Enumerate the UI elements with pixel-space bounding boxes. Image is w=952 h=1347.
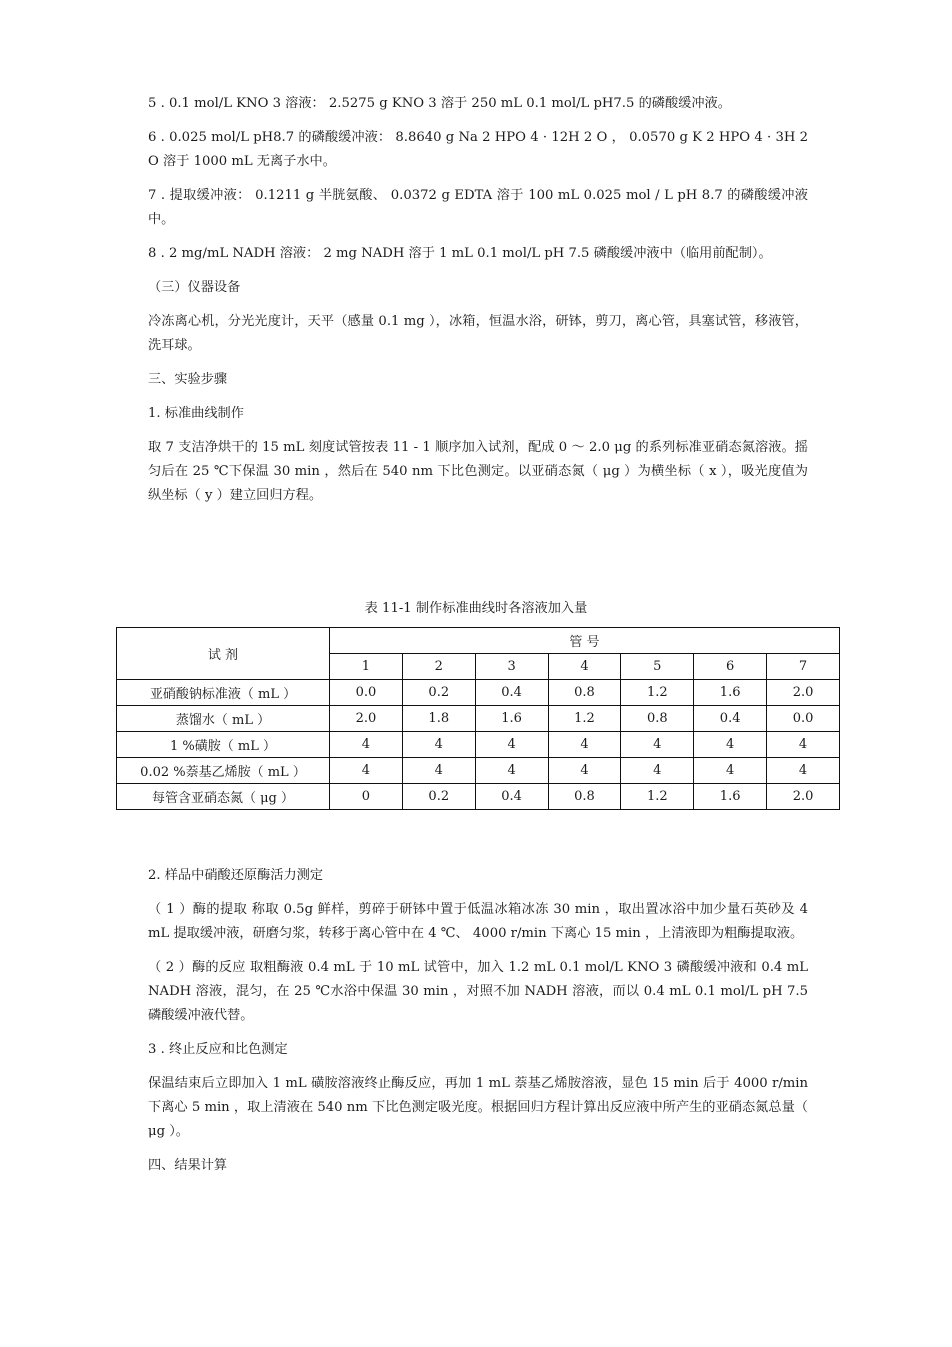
reagent-table: [116, 627, 840, 810]
table-cell: 4: [548, 732, 621, 758]
table-row: [117, 784, 840, 810]
table-cell: 0.8: [548, 784, 621, 810]
paragraph-item-5: 5 . 0.1 mol/L KNO 3 溶液： 2.5275 g KNO 3 溶于 250 mL 0.1 mol/L pH7.5 的磷酸缓冲液。: [148, 96, 731, 111]
table-cell: 2.0: [330, 706, 403, 732]
table-cell: 4: [402, 758, 475, 784]
tube-number: 5: [621, 654, 694, 680]
table-cell: 2.0: [767, 680, 840, 706]
table-cell: 4: [330, 732, 403, 758]
table-cell: 4: [621, 758, 694, 784]
row-label: 1 %磺胺（ mL ）: [117, 732, 330, 758]
paragraph-instruments: 冷冻离心机，分光光度计，天平（感量 0.1 mg ），冰箱，恒温水浴，研钵，剪刀，离心管，具塞试管，移液管，洗耳球。: [148, 314, 808, 353]
table-cell: 0: [330, 784, 403, 810]
table-cell: 4: [402, 732, 475, 758]
row-label: 0.02 %萘基乙烯胺（ mL ）: [117, 758, 330, 784]
tube-number: 6: [694, 654, 767, 680]
table-cell: 0.2: [402, 680, 475, 706]
row-label: 每管含亚硝态氮（ μg ）: [117, 784, 330, 810]
table-cell: 0.4: [694, 706, 767, 732]
upper-text-block: [148, 92, 808, 518]
reagent-header: 试 剂: [117, 628, 330, 680]
tube-number: 1: [330, 654, 403, 680]
table-cell: 4: [621, 732, 694, 758]
row-label: 亚硝酸钠标准液（ mL ）: [117, 680, 330, 706]
paragraph-enzyme-extraction: （ 1 ）酶的提取 称取 0.5g 鲜样，剪碎于研钵中置于低温冰箱冰冻 30 min ，取出置冰浴中加少量石英砂及 4 mL 提取缓冲液，研磨匀浆，转移于离心管中在 4 ℃、 4000 r/min 下离心 15 min ，上清液即为粗酶提取液。: [148, 902, 808, 941]
paragraph-stop-reaction: 保温结束后立即加入 1 mL 磺胺溶液终止酶反应，再加 1 mL 萘基乙烯胺溶液，显色 15 min 后于 4000 r/min 下离心 5 min ，取上清液在 540 nm 下比色测定吸光度。根据回归方程计算出反应液中所产生的亚硝态氮总量（ μg ）。: [148, 1076, 808, 1139]
table-cell: 1.2: [621, 680, 694, 706]
table-cell: 4: [767, 732, 840, 758]
table-cell: 1.6: [694, 784, 767, 810]
table-cell: 0.4: [475, 680, 548, 706]
tube-number: 4: [548, 654, 621, 680]
table-cell: 0.8: [548, 680, 621, 706]
table-cell: 0.2: [402, 784, 475, 810]
table-cell: 4: [767, 758, 840, 784]
tube-number: 3: [475, 654, 548, 680]
table-cell: 1.6: [475, 706, 548, 732]
heading-results: 四、结果计算: [148, 1158, 228, 1173]
heading-enzyme-activity: 2. 样品中硝酸还原酶活力测定: [148, 868, 324, 883]
table-cell: 0.8: [621, 706, 694, 732]
table-cell: 4: [475, 758, 548, 784]
heading-steps: 三、实验步骤: [148, 372, 228, 387]
paragraph-enzyme-reaction: （ 2 ）酶的反应 取粗酶液 0.4 mL 于 10 mL 试管中，加入 1.2 mL 0.1 mol/L KNO 3 磷酸缓冲液和 0.4 mL NADH 溶液，混匀，在 25 ℃水浴中保温 30 min ，对照不加 NADH 溶液，而以 0.4 mL 0.1 mol/L pH 7.5 磷酸缓冲液代替。: [148, 960, 808, 1023]
tube-header: 管 号: [330, 628, 840, 654]
table-cell: 1.2: [548, 706, 621, 732]
table-cell: 0.0: [330, 680, 403, 706]
table-cell: 4: [475, 732, 548, 758]
table-cell: 0.0: [767, 706, 840, 732]
table-cell: 4: [694, 758, 767, 784]
table-cell: 1.8: [402, 706, 475, 732]
table-row: [117, 680, 840, 706]
table-row: [117, 732, 840, 758]
table-cell: 1.6: [694, 680, 767, 706]
paragraph-item-8: 8 . 2 mg/mL NADH 溶液： 2 mg NADH 溶于 1 mL 0.1 mol/L pH 7.5 磷酸缓冲液中（临用前配制）。: [148, 246, 772, 261]
table-caption: 表 11-1 制作标准曲线时各溶液加入量: [364, 601, 588, 616]
lower-text-block: [148, 864, 808, 1188]
tube-number: 7: [767, 654, 840, 680]
heading-standard-curve: 1. 标准曲线制作: [148, 406, 244, 421]
table-cell: 1.2: [621, 784, 694, 810]
table-row: [117, 706, 840, 732]
paragraph-standard-curve: 取 7 支洁净烘干的 15 mL 刻度试管按表 11 - 1 顺序加入试剂，配成 0 ～ 2.0 μg 的系列标准亚硝态氮溶液。摇匀后在 25 ℃下保温 30 min ，然后在 540 nm 下比色测定。以亚硝态氮（ μg ）为横坐标（ x ），吸光度值为纵坐标（ y ）建立回归方程。: [148, 440, 808, 503]
paragraph-item-7: 7 . 提取缓冲液： 0.1211 g 半胱氨酸、 0.0372 g EDTA 溶于 100 mL 0.025 mol / L pH 8.7 的磷酸缓冲液中。: [148, 188, 808, 227]
table-cell: 2.0: [767, 784, 840, 810]
row-label: 蒸馏水（ mL ）: [117, 706, 330, 732]
table-cell: 4: [548, 758, 621, 784]
table-cell: 0.4: [475, 784, 548, 810]
paragraph-item-6: 6 . 0.025 mol/L pH8.7 的磷酸缓冲液： 8.8640 g Na 2 HPO 4 · 12H 2 O ， 0.0570 g K 2 HPO 4 · 3H 2 O 溶于 1000 mL 无离子水中。: [148, 130, 808, 169]
tube-number: 2: [402, 654, 475, 680]
heading-instruments: （三）仪器设备: [148, 280, 241, 295]
heading-stop-reaction: 3 . 终止反应和比色测定: [148, 1042, 288, 1057]
table-cell: 4: [694, 732, 767, 758]
table-header-row: [117, 628, 840, 654]
table-row: [117, 758, 840, 784]
table-cell: 4: [330, 758, 403, 784]
